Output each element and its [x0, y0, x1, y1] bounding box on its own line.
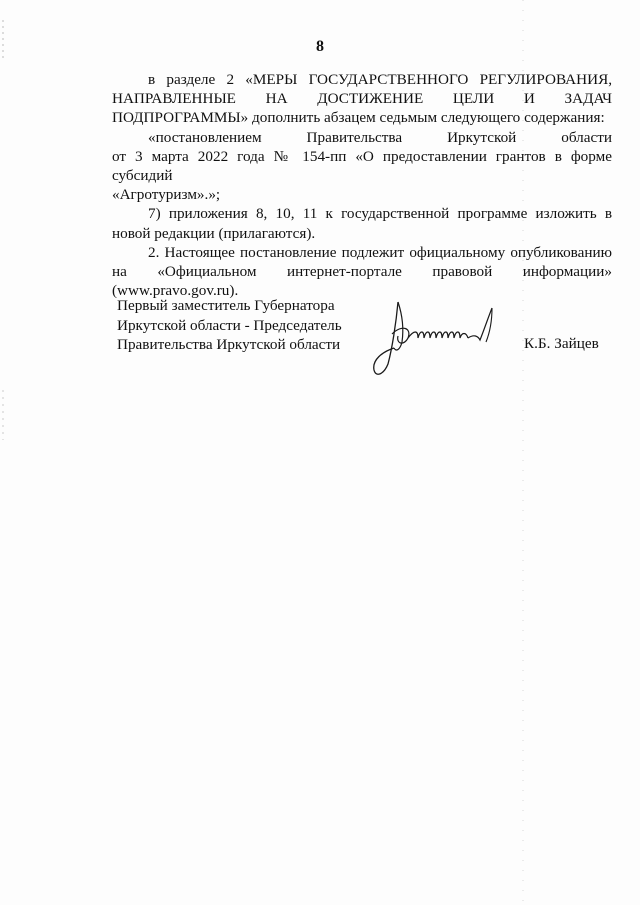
paragraph-quoted-insert: [112, 128, 612, 205]
paragraph-publication: [112, 243, 612, 301]
text-line: «постановлением Правительства Иркутской области: [148, 128, 612, 146]
text-line: «Агротуризм».»;: [112, 186, 221, 204]
text-line: (www.pravo.gov.ru).: [112, 282, 239, 300]
scan-edge-left: [0, 0, 6, 905]
text-line: от 3 марта 2022 года № 154-пп «О предоставлении грантов в форме субсидий: [112, 147, 612, 185]
text-line: ПОДПРОГРАММЫ» дополнить абзацем седьмым следующего содержания:: [112, 109, 605, 127]
handwritten-signature: [368, 294, 518, 380]
text-line: новой редакции (прилагаются).: [112, 224, 316, 242]
signatory-name: К.Б. Зайцев: [524, 335, 599, 352]
signatory-title-line: Иркутской области - Председатель: [117, 316, 342, 334]
paragraph-section-amendment: [112, 70, 612, 128]
paragraph-appendices: [112, 204, 612, 242]
text-line: 7) приложения 8, 10, 11 к государственной программе изложить в: [148, 205, 612, 223]
signatory-title-line: Первый заместитель Губернатора: [117, 297, 335, 314]
text-line: на «Официальном интернет-портале правовой информации»: [112, 263, 612, 281]
text-line: НАПРАВЛЕННЫЕ НА ДОСТИЖЕНИЕ ЦЕЛИ И ЗАДАЧ: [112, 90, 612, 108]
page-number: 8: [316, 38, 324, 55]
document-body: [112, 70, 612, 300]
text-line: 2. Настоящее постановление подлежит официальному опубликованию: [148, 243, 612, 261]
signatory-title: [117, 296, 342, 355]
signatory-title-line: Правительства Иркутской области: [117, 336, 341, 353]
text-line: в разделе 2 «МЕРЫ ГОСУДАРСТВЕННОГО РЕГУЛИРОВАНИЯ,: [148, 71, 612, 88]
